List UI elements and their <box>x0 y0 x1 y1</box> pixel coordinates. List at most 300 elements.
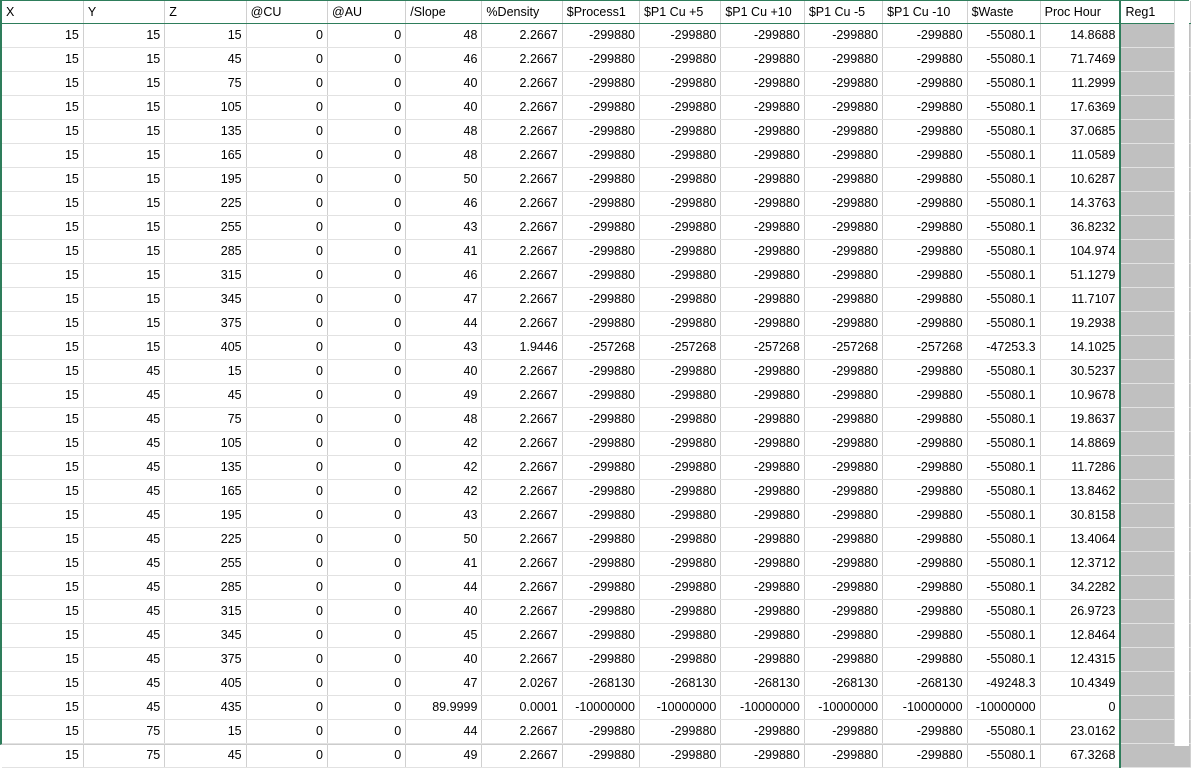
cell-p1cum10[interactable]: -299880 <box>883 408 968 432</box>
cell-process1[interactable]: -299880 <box>562 624 639 648</box>
cell-x[interactable]: 15 <box>2 360 83 384</box>
column-header-p1cu10[interactable]: $P1 Cu +10 <box>721 1 804 24</box>
cell-au[interactable]: 0 <box>328 432 406 456</box>
cell-prochour[interactable]: 0 <box>1040 696 1120 720</box>
cell-au[interactable]: 0 <box>328 120 406 144</box>
cell-waste[interactable]: -55080.1 <box>967 168 1040 192</box>
cell-p1cu5[interactable]: -299880 <box>639 384 720 408</box>
cell-waste[interactable]: -55080.1 <box>967 456 1040 480</box>
cell-y[interactable]: 75 <box>83 744 164 768</box>
cell-slope[interactable]: 47 <box>406 288 482 312</box>
cell-y[interactable]: 45 <box>83 672 164 696</box>
cell-au[interactable]: 0 <box>328 24 406 48</box>
cell-au[interactable]: 0 <box>328 192 406 216</box>
cell-p1cum10[interactable]: -257268 <box>883 336 968 360</box>
cell-prochour[interactable]: 11.2999 <box>1040 72 1120 96</box>
cell-slope[interactable]: 43 <box>406 336 482 360</box>
cell-process1[interactable]: -10000000 <box>562 696 639 720</box>
cell-au[interactable]: 0 <box>328 96 406 120</box>
cell-prochour[interactable]: 71.7469 <box>1040 48 1120 72</box>
table-row[interactable] <box>2 600 1191 624</box>
cell-p1cum5[interactable]: -299880 <box>804 504 882 528</box>
cell-cu[interactable]: 0 <box>246 456 327 480</box>
cell-prochour[interactable]: 12.8464 <box>1040 624 1120 648</box>
cell-p1cu10[interactable]: -299880 <box>721 504 804 528</box>
cell-au[interactable]: 0 <box>328 408 406 432</box>
cell-process1[interactable]: -299880 <box>562 24 639 48</box>
cell-z[interactable]: 315 <box>165 264 246 288</box>
cell-au[interactable]: 0 <box>328 696 406 720</box>
cell-p1cum10[interactable]: -299880 <box>883 288 968 312</box>
cell-p1cum10[interactable]: -299880 <box>883 432 968 456</box>
cell-slope[interactable]: 49 <box>406 384 482 408</box>
cell-au[interactable]: 0 <box>328 648 406 672</box>
column-header-p1cum10[interactable]: $P1 Cu -10 <box>883 1 968 24</box>
cell-p1cu10[interactable]: -299880 <box>721 384 804 408</box>
cell-slope[interactable]: 48 <box>406 144 482 168</box>
cell-p1cum5[interactable]: -299880 <box>804 384 882 408</box>
cell-p1cu5[interactable]: -299880 <box>639 360 720 384</box>
cell-slope[interactable]: 89.9999 <box>406 696 482 720</box>
cell-slope[interactable]: 40 <box>406 96 482 120</box>
cell-p1cum5[interactable]: -299880 <box>804 144 882 168</box>
cell-cu[interactable]: 0 <box>246 672 327 696</box>
cell-y[interactable]: 45 <box>83 360 164 384</box>
cell-p1cu10[interactable]: -299880 <box>721 480 804 504</box>
cell-p1cum10[interactable]: -299880 <box>883 216 968 240</box>
cell-p1cu5[interactable]: -299880 <box>639 216 720 240</box>
cell-au[interactable]: 0 <box>328 48 406 72</box>
cell-waste[interactable]: -55080.1 <box>967 120 1040 144</box>
cell-slope[interactable]: 40 <box>406 360 482 384</box>
cell-cu[interactable]: 0 <box>246 312 327 336</box>
cell-au[interactable]: 0 <box>328 720 406 744</box>
cell-z[interactable]: 435 <box>165 696 246 720</box>
cell-p1cum5[interactable]: -299880 <box>804 720 882 744</box>
cell-z[interactable]: 195 <box>165 504 246 528</box>
cell-prochour[interactable]: 26.9723 <box>1040 600 1120 624</box>
table-row[interactable] <box>2 432 1191 456</box>
cell-cu[interactable]: 0 <box>246 600 327 624</box>
cell-p1cum5[interactable]: -299880 <box>804 624 882 648</box>
cell-process1[interactable]: -299880 <box>562 720 639 744</box>
cell-x[interactable]: 15 <box>2 624 83 648</box>
cell-density[interactable]: 2.2667 <box>482 456 562 480</box>
cell-p1cum10[interactable]: -299880 <box>883 96 968 120</box>
cell-x[interactable]: 15 <box>2 528 83 552</box>
cell-x[interactable]: 15 <box>2 648 83 672</box>
cell-prochour[interactable]: 17.6369 <box>1040 96 1120 120</box>
cell-process1[interactable]: -268130 <box>562 672 639 696</box>
table-row[interactable] <box>2 624 1191 648</box>
cell-density[interactable]: 2.2667 <box>482 192 562 216</box>
cell-p1cu5[interactable]: -299880 <box>639 72 720 96</box>
table-row[interactable] <box>2 24 1191 48</box>
cell-p1cu5[interactable]: -299880 <box>639 720 720 744</box>
cell-z[interactable]: 375 <box>165 648 246 672</box>
cell-prochour[interactable]: 14.1025 <box>1040 336 1120 360</box>
cell-waste[interactable]: -55080.1 <box>967 720 1040 744</box>
cell-y[interactable]: 15 <box>83 96 164 120</box>
cell-x[interactable]: 15 <box>2 312 83 336</box>
cell-p1cu10[interactable]: -299880 <box>721 360 804 384</box>
cell-p1cum10[interactable]: -299880 <box>883 72 968 96</box>
cell-p1cu5[interactable]: -299880 <box>639 432 720 456</box>
cell-waste[interactable]: -55080.1 <box>967 552 1040 576</box>
cell-x[interactable]: 15 <box>2 48 83 72</box>
cell-z[interactable]: 255 <box>165 552 246 576</box>
cell-waste[interactable]: -55080.1 <box>967 96 1040 120</box>
cell-p1cu10[interactable]: -299880 <box>721 216 804 240</box>
cell-p1cu10[interactable]: -299880 <box>721 720 804 744</box>
cell-y[interactable]: 45 <box>83 504 164 528</box>
cell-p1cum10[interactable]: -299880 <box>883 456 968 480</box>
column-header-reg1[interactable]: Reg1 <box>1120 1 1190 24</box>
cell-p1cum10[interactable]: -299880 <box>883 744 968 768</box>
cell-y[interactable]: 45 <box>83 480 164 504</box>
cell-process1[interactable]: -299880 <box>562 744 639 768</box>
cell-process1[interactable]: -299880 <box>562 432 639 456</box>
cell-slope[interactable]: 50 <box>406 168 482 192</box>
cell-cu[interactable]: 0 <box>246 264 327 288</box>
cell-density[interactable]: 2.2667 <box>482 432 562 456</box>
table-row[interactable] <box>2 648 1191 672</box>
cell-au[interactable]: 0 <box>328 240 406 264</box>
table-row[interactable] <box>2 240 1191 264</box>
cell-p1cum10[interactable]: -299880 <box>883 576 968 600</box>
cell-p1cum5[interactable]: -299880 <box>804 456 882 480</box>
cell-p1cu5[interactable]: -299880 <box>639 504 720 528</box>
cell-p1cum5[interactable]: -299880 <box>804 600 882 624</box>
table-row[interactable] <box>2 120 1191 144</box>
cell-process1[interactable]: -299880 <box>562 216 639 240</box>
cell-au[interactable]: 0 <box>328 168 406 192</box>
cell-au[interactable]: 0 <box>328 264 406 288</box>
cell-p1cum10[interactable]: -299880 <box>883 264 968 288</box>
cell-p1cum5[interactable]: -299880 <box>804 480 882 504</box>
cell-z[interactable]: 315 <box>165 600 246 624</box>
cell-slope[interactable]: 44 <box>406 576 482 600</box>
cell-p1cu10[interactable]: -10000000 <box>721 696 804 720</box>
column-header-x[interactable]: X <box>2 1 83 24</box>
cell-z[interactable]: 405 <box>165 336 246 360</box>
table-row[interactable] <box>2 288 1191 312</box>
cell-au[interactable]: 0 <box>328 312 406 336</box>
cell-z[interactable]: 45 <box>165 744 246 768</box>
cell-waste[interactable]: -55080.1 <box>967 288 1040 312</box>
cell-y[interactable]: 15 <box>83 120 164 144</box>
cell-p1cum10[interactable]: -268130 <box>883 672 968 696</box>
cell-cu[interactable]: 0 <box>246 96 327 120</box>
cell-p1cu5[interactable]: -299880 <box>639 528 720 552</box>
column-header-y[interactable]: Y <box>83 1 164 24</box>
cell-p1cum5[interactable]: -299880 <box>804 576 882 600</box>
cell-p1cum5[interactable]: -299880 <box>804 744 882 768</box>
cell-waste[interactable]: -55080.1 <box>967 528 1040 552</box>
cell-p1cum5[interactable]: -299880 <box>804 168 882 192</box>
cell-x[interactable]: 15 <box>2 192 83 216</box>
cell-cu[interactable]: 0 <box>246 384 327 408</box>
cell-slope[interactable]: 40 <box>406 72 482 96</box>
cell-z[interactable]: 105 <box>165 96 246 120</box>
cell-y[interactable]: 45 <box>83 696 164 720</box>
cell-prochour[interactable]: 19.8637 <box>1040 408 1120 432</box>
cell-process1[interactable]: -299880 <box>562 528 639 552</box>
cell-p1cum5[interactable]: -299880 <box>804 528 882 552</box>
cell-density[interactable]: 2.2667 <box>482 600 562 624</box>
table-row[interactable] <box>2 672 1191 696</box>
cell-x[interactable]: 15 <box>2 120 83 144</box>
cell-p1cu5[interactable]: -10000000 <box>639 696 720 720</box>
column-header-density[interactable]: %Density <box>482 1 562 24</box>
cell-density[interactable]: 2.2667 <box>482 216 562 240</box>
cell-z[interactable]: 345 <box>165 624 246 648</box>
cell-prochour[interactable]: 11.7107 <box>1040 288 1120 312</box>
cell-density[interactable]: 2.2667 <box>482 720 562 744</box>
cell-p1cu10[interactable]: -299880 <box>721 432 804 456</box>
cell-p1cum10[interactable]: -299880 <box>883 384 968 408</box>
cell-prochour[interactable]: 11.0589 <box>1040 144 1120 168</box>
cell-au[interactable]: 0 <box>328 216 406 240</box>
cell-cu[interactable]: 0 <box>246 336 327 360</box>
cell-waste[interactable]: -49248.3 <box>967 672 1040 696</box>
cell-au[interactable]: 0 <box>328 360 406 384</box>
cell-density[interactable]: 2.2667 <box>482 72 562 96</box>
cell-au[interactable]: 0 <box>328 72 406 96</box>
cell-p1cu5[interactable]: -299880 <box>639 312 720 336</box>
cell-waste[interactable]: -55080.1 <box>967 504 1040 528</box>
cell-p1cu10[interactable]: -299880 <box>721 456 804 480</box>
cell-cu[interactable]: 0 <box>246 576 327 600</box>
cell-p1cum10[interactable]: -299880 <box>883 144 968 168</box>
cell-cu[interactable]: 0 <box>246 192 327 216</box>
column-header-prochour[interactable]: Proc Hour <box>1040 1 1120 24</box>
cell-au[interactable]: 0 <box>328 552 406 576</box>
cell-au[interactable]: 0 <box>328 576 406 600</box>
cell-p1cu5[interactable]: -299880 <box>639 96 720 120</box>
cell-x[interactable]: 15 <box>2 216 83 240</box>
table-row[interactable] <box>2 360 1191 384</box>
cell-p1cu10[interactable]: -299880 <box>721 240 804 264</box>
cell-process1[interactable]: -299880 <box>562 600 639 624</box>
cell-process1[interactable]: -299880 <box>562 384 639 408</box>
table-row[interactable] <box>2 552 1191 576</box>
cell-x[interactable]: 15 <box>2 72 83 96</box>
cell-p1cum10[interactable]: -299880 <box>883 504 968 528</box>
column-header-process1[interactable]: $Process1 <box>562 1 639 24</box>
cell-prochour[interactable]: 10.4349 <box>1040 672 1120 696</box>
cell-slope[interactable]: 48 <box>406 120 482 144</box>
cell-slope[interactable]: 47 <box>406 672 482 696</box>
cell-cu[interactable]: 0 <box>246 696 327 720</box>
cell-x[interactable]: 15 <box>2 408 83 432</box>
cell-z[interactable]: 375 <box>165 312 246 336</box>
cell-z[interactable]: 135 <box>165 120 246 144</box>
cell-p1cu10[interactable]: -299880 <box>721 24 804 48</box>
cell-z[interactable]: 45 <box>165 384 246 408</box>
cell-slope[interactable]: 46 <box>406 192 482 216</box>
cell-waste[interactable]: -55080.1 <box>967 24 1040 48</box>
cell-x[interactable]: 15 <box>2 384 83 408</box>
cell-p1cum10[interactable]: -299880 <box>883 360 968 384</box>
cell-cu[interactable]: 0 <box>246 408 327 432</box>
cell-p1cu10[interactable]: -299880 <box>721 168 804 192</box>
cell-density[interactable]: 2.2667 <box>482 24 562 48</box>
cell-y[interactable]: 45 <box>83 576 164 600</box>
cell-p1cum10[interactable]: -299880 <box>883 600 968 624</box>
cell-density[interactable]: 2.2667 <box>482 408 562 432</box>
cell-z[interactable]: 75 <box>165 408 246 432</box>
data-table[interactable] <box>2 1 1191 768</box>
cell-cu[interactable]: 0 <box>246 504 327 528</box>
table-row[interactable] <box>2 384 1191 408</box>
cell-p1cum5[interactable]: -299880 <box>804 408 882 432</box>
cell-y[interactable]: 45 <box>83 456 164 480</box>
cell-p1cum5[interactable]: -299880 <box>804 120 882 144</box>
cell-density[interactable]: 2.2667 <box>482 48 562 72</box>
cell-process1[interactable]: -299880 <box>562 264 639 288</box>
cell-waste[interactable]: -55080.1 <box>967 600 1040 624</box>
cell-y[interactable]: 15 <box>83 336 164 360</box>
cell-slope[interactable]: 40 <box>406 600 482 624</box>
cell-p1cu5[interactable]: -299880 <box>639 24 720 48</box>
cell-p1cu5[interactable]: -299880 <box>639 192 720 216</box>
cell-x[interactable]: 15 <box>2 24 83 48</box>
cell-p1cu5[interactable]: -299880 <box>639 240 720 264</box>
cell-density[interactable]: 2.2667 <box>482 360 562 384</box>
cell-waste[interactable]: -10000000 <box>967 696 1040 720</box>
cell-density[interactable]: 2.2667 <box>482 480 562 504</box>
cell-p1cu5[interactable]: -299880 <box>639 408 720 432</box>
cell-cu[interactable]: 0 <box>246 360 327 384</box>
cell-density[interactable]: 2.2667 <box>482 552 562 576</box>
cell-slope[interactable]: 48 <box>406 408 482 432</box>
cell-density[interactable]: 2.2667 <box>482 120 562 144</box>
cell-waste[interactable]: -55080.1 <box>967 48 1040 72</box>
cell-p1cum10[interactable]: -10000000 <box>883 696 968 720</box>
cell-z[interactable]: 195 <box>165 168 246 192</box>
table-row[interactable] <box>2 192 1191 216</box>
cell-x[interactable]: 15 <box>2 720 83 744</box>
cell-y[interactable]: 15 <box>83 24 164 48</box>
cell-au[interactable]: 0 <box>328 504 406 528</box>
cell-slope[interactable]: 50 <box>406 528 482 552</box>
cell-cu[interactable]: 0 <box>246 240 327 264</box>
cell-cu[interactable]: 0 <box>246 648 327 672</box>
cell-slope[interactable]: 43 <box>406 216 482 240</box>
table-body[interactable] <box>2 24 1191 768</box>
table-row[interactable] <box>2 168 1191 192</box>
cell-p1cum5[interactable]: -299880 <box>804 264 882 288</box>
cell-p1cu5[interactable]: -299880 <box>639 648 720 672</box>
cell-p1cu5[interactable]: -299880 <box>639 552 720 576</box>
cell-prochour[interactable]: 34.2282 <box>1040 576 1120 600</box>
cell-waste[interactable]: -55080.1 <box>967 72 1040 96</box>
cell-p1cu5[interactable]: -299880 <box>639 168 720 192</box>
cell-slope[interactable]: 42 <box>406 432 482 456</box>
cell-process1[interactable]: -299880 <box>562 192 639 216</box>
cell-p1cum5[interactable]: -299880 <box>804 312 882 336</box>
cell-p1cu5[interactable]: -299880 <box>639 48 720 72</box>
cell-waste[interactable]: -47253.3 <box>967 336 1040 360</box>
table-row[interactable] <box>2 528 1191 552</box>
cell-waste[interactable]: -55080.1 <box>967 360 1040 384</box>
table-row[interactable] <box>2 408 1191 432</box>
cell-p1cum10[interactable]: -299880 <box>883 240 968 264</box>
cell-p1cu10[interactable]: -299880 <box>721 48 804 72</box>
cell-cu[interactable]: 0 <box>246 120 327 144</box>
cell-prochour[interactable]: 11.7286 <box>1040 456 1120 480</box>
cell-p1cu10[interactable]: -299880 <box>721 144 804 168</box>
cell-p1cum5[interactable]: -299880 <box>804 432 882 456</box>
cell-z[interactable]: 165 <box>165 480 246 504</box>
cell-z[interactable]: 255 <box>165 216 246 240</box>
column-header-p1cum5[interactable]: $P1 Cu -5 <box>804 1 882 24</box>
table-row[interactable] <box>2 744 1191 768</box>
cell-slope[interactable]: 44 <box>406 720 482 744</box>
cell-reg1[interactable] <box>1120 744 1190 768</box>
cell-cu[interactable]: 0 <box>246 144 327 168</box>
cell-x[interactable]: 15 <box>2 576 83 600</box>
cell-z[interactable]: 45 <box>165 48 246 72</box>
cell-p1cum10[interactable]: -299880 <box>883 552 968 576</box>
table-row[interactable] <box>2 48 1191 72</box>
cell-x[interactable]: 15 <box>2 240 83 264</box>
cell-density[interactable]: 2.2667 <box>482 168 562 192</box>
table-row[interactable] <box>2 336 1191 360</box>
cell-au[interactable]: 0 <box>328 528 406 552</box>
table-row[interactable] <box>2 720 1191 744</box>
cell-p1cu10[interactable]: -299880 <box>721 576 804 600</box>
cell-process1[interactable]: -299880 <box>562 288 639 312</box>
cell-x[interactable]: 15 <box>2 672 83 696</box>
cell-process1[interactable]: -299880 <box>562 312 639 336</box>
cell-cu[interactable]: 0 <box>246 624 327 648</box>
column-header-slope[interactable]: /Slope <box>406 1 482 24</box>
cell-au[interactable]: 0 <box>328 144 406 168</box>
cell-process1[interactable]: -299880 <box>562 240 639 264</box>
cell-p1cum10[interactable]: -299880 <box>883 120 968 144</box>
cell-slope[interactable]: 46 <box>406 264 482 288</box>
cell-prochour[interactable]: 14.8869 <box>1040 432 1120 456</box>
cell-waste[interactable]: -55080.1 <box>967 744 1040 768</box>
cell-x[interactable]: 15 <box>2 504 83 528</box>
cell-z[interactable]: 135 <box>165 456 246 480</box>
cell-p1cu10[interactable]: -299880 <box>721 600 804 624</box>
cell-x[interactable]: 15 <box>2 432 83 456</box>
cell-prochour[interactable]: 104.974 <box>1040 240 1120 264</box>
cell-y[interactable]: 15 <box>83 72 164 96</box>
cell-cu[interactable]: 0 <box>246 168 327 192</box>
cell-p1cu5[interactable]: -299880 <box>639 624 720 648</box>
cell-waste[interactable]: -55080.1 <box>967 384 1040 408</box>
cell-p1cu10[interactable]: -299880 <box>721 192 804 216</box>
cell-p1cum10[interactable]: -299880 <box>883 192 968 216</box>
cell-p1cum10[interactable]: -299880 <box>883 720 968 744</box>
cell-p1cu10[interactable]: -299880 <box>721 312 804 336</box>
cell-p1cu5[interactable]: -299880 <box>639 120 720 144</box>
table-row[interactable] <box>2 216 1191 240</box>
cell-density[interactable]: 2.2667 <box>482 648 562 672</box>
cell-slope[interactable]: 42 <box>406 480 482 504</box>
cell-p1cum5[interactable]: -257268 <box>804 336 882 360</box>
cell-p1cu10[interactable]: -299880 <box>721 120 804 144</box>
cell-process1[interactable]: -299880 <box>562 360 639 384</box>
cell-au[interactable]: 0 <box>328 744 406 768</box>
cell-waste[interactable]: -55080.1 <box>967 240 1040 264</box>
cell-cu[interactable]: 0 <box>246 744 327 768</box>
cell-au[interactable]: 0 <box>328 480 406 504</box>
